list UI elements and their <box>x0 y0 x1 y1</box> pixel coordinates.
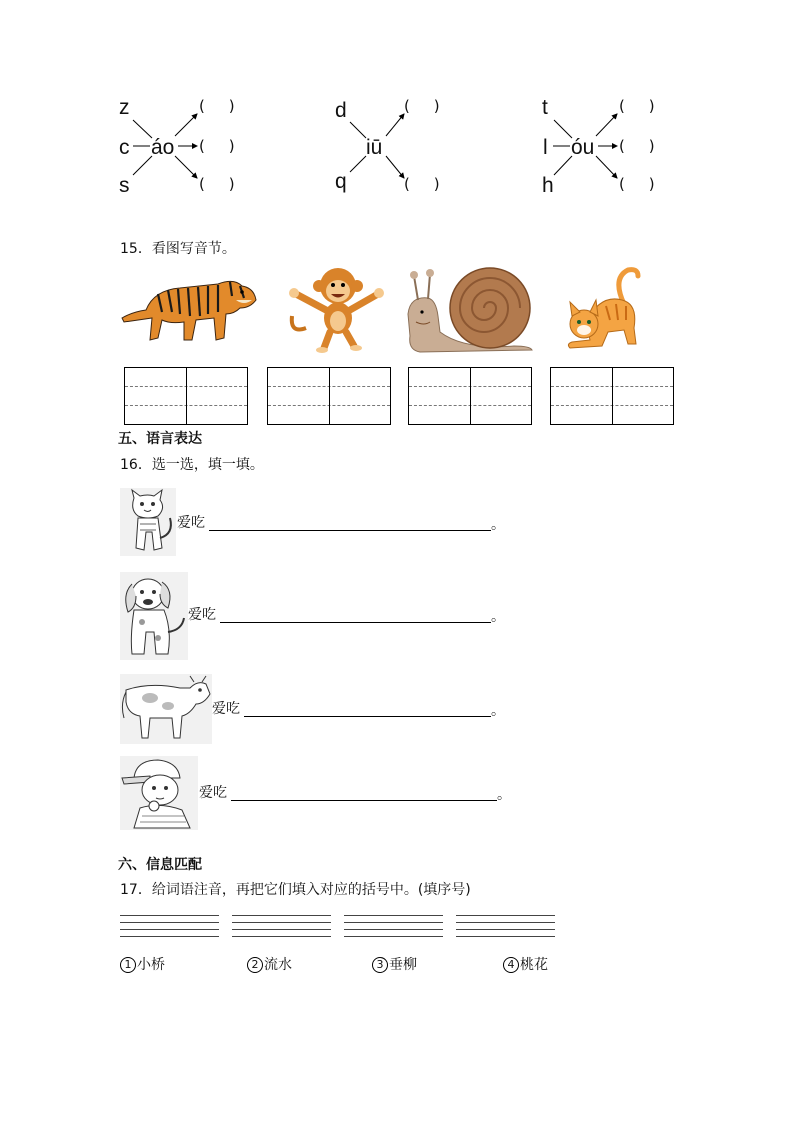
initial-c: c <box>119 136 130 159</box>
period: 。 <box>497 787 511 803</box>
answer-blank[interactable] <box>231 800 497 801</box>
answer-paren[interactable]: ( ) <box>619 137 655 155</box>
initial-h: h <box>542 174 554 197</box>
period: 。 <box>491 703 505 719</box>
tiger-illustration <box>118 268 260 346</box>
pinyin-lines[interactable] <box>232 915 331 937</box>
circled-number: 2 <box>247 957 263 973</box>
pinyin-lines[interactable] <box>456 915 555 937</box>
boy-sketch-illustration <box>120 756 198 830</box>
answer-blank[interactable] <box>220 622 491 623</box>
cow-sketch-illustration <box>120 674 212 744</box>
snail-illustration <box>404 266 542 354</box>
final-ao: áo <box>151 136 175 159</box>
pinyin-writing-grid[interactable] <box>408 367 532 425</box>
answer-paren[interactable]: ( ) <box>404 97 440 115</box>
pinyin-writing-grid[interactable] <box>267 367 391 425</box>
section-title: 六、信息匹配 <box>118 857 202 873</box>
love-eat-label: 爱吃 <box>199 785 227 801</box>
pinyin-lines[interactable] <box>344 915 443 937</box>
dog-sketch-illustration <box>120 572 188 660</box>
cat-illustration <box>562 264 646 352</box>
word-item <box>503 957 548 973</box>
love-eat-label: 爱吃 <box>188 607 216 623</box>
pinyin-writing-grid[interactable] <box>550 367 674 425</box>
word-item <box>372 957 417 973</box>
word-text: 垂柳 <box>389 957 417 973</box>
answer-blank[interactable] <box>209 530 491 531</box>
initial-d: d <box>335 99 347 122</box>
monkey-illustration <box>286 264 386 354</box>
initial-z: z <box>119 96 130 119</box>
q17-prompt: 17．给词语注音，再把它们填入对应的括号中。(填序号) <box>120 882 471 898</box>
word-text: 桃花 <box>520 957 548 973</box>
circled-number: 1 <box>120 957 136 973</box>
answer-paren[interactable]: ( ) <box>199 175 235 193</box>
initial-s: s <box>119 174 130 197</box>
word-item <box>247 957 292 973</box>
answer-paren[interactable]: ( ) <box>199 97 235 115</box>
final-ou: óu <box>571 136 595 159</box>
word-text: 流水 <box>264 957 292 973</box>
cat-sketch-illustration <box>120 488 176 556</box>
answer-blank[interactable] <box>244 716 491 717</box>
q15-prompt: 15．看图写音节。 <box>120 241 236 257</box>
initial-q: q <box>335 170 347 193</box>
answer-paren[interactable]: ( ) <box>404 175 440 193</box>
circled-number: 3 <box>372 957 388 973</box>
love-eat-label: 爱吃 <box>212 701 240 717</box>
answer-paren[interactable]: ( ) <box>619 175 655 193</box>
pinyin-lines[interactable] <box>120 915 219 937</box>
circled-number: 4 <box>503 957 519 973</box>
answer-paren[interactable]: ( ) <box>619 97 655 115</box>
pinyin-writing-grid[interactable] <box>124 367 248 425</box>
answer-paren[interactable]: ( ) <box>199 137 235 155</box>
word-item <box>120 957 165 973</box>
initial-t: t <box>542 96 548 119</box>
q16-prompt: 16．选一选，填一填。 <box>120 457 264 473</box>
love-eat-label: 爱吃 <box>177 515 205 531</box>
final-iu: iū <box>366 136 383 159</box>
section-title: 五、语言表达 <box>118 431 202 447</box>
period: 。 <box>491 609 505 625</box>
word-text: 小桥 <box>137 957 165 973</box>
initial-l: l <box>543 136 548 159</box>
period: 。 <box>491 517 505 533</box>
